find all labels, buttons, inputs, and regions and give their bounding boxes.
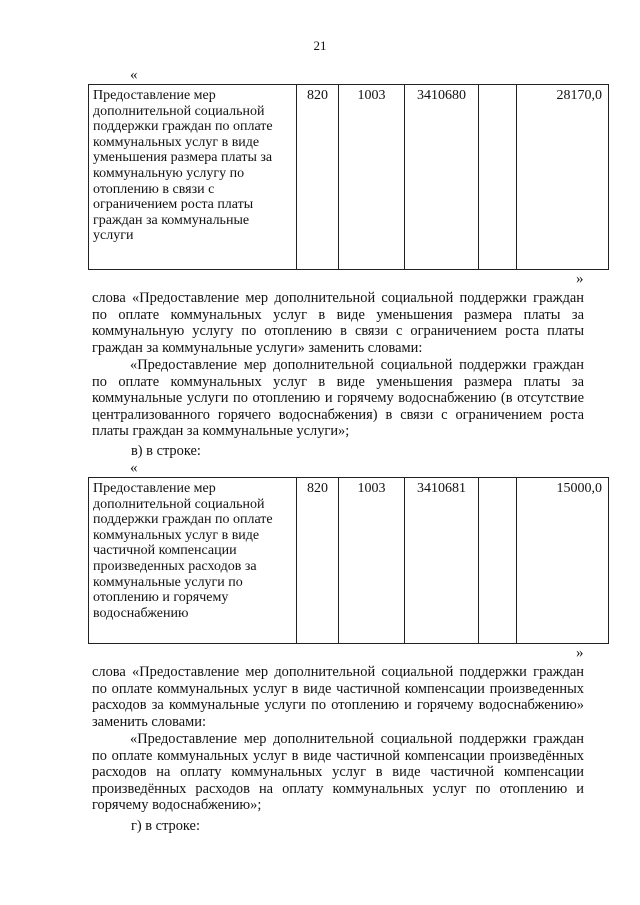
table-cell-code: 1003 — [339, 85, 405, 270]
table-cell-name: Предоставление мер дополнительной социальной поддержки граждан по оплате коммунальных услуг в виде уменьшения размера платы за коммунальную услугу по отоплению в связи с ограничением роста платы граждан за коммунальные услуги — [89, 85, 297, 270]
budget-table-1 — [88, 84, 609, 270]
table-cell-code: 820 — [297, 85, 339, 270]
table-cell-name: Предоставление мер дополнительной социальной поддержки граждан по оплате коммунальных услуг в виде частичной компенсации произведенных расходов за коммунальные услуги по отоплению и горячему водоснабжению — [89, 478, 297, 644]
page-number: 21 — [313, 38, 327, 53]
open-quote: « — [130, 460, 138, 476]
table-cell-code: 820 — [297, 478, 339, 644]
table-cell-code: 3410680 — [405, 85, 479, 270]
close-quote: » — [576, 271, 584, 287]
paragraph-replace-1: слова «Предоставление мер дополнительной социальной поддержки граждан по оплате коммунальных услуг в виде уменьшения размера платы за коммунальную услугу по отоплению в связи с ограничением роста платы граждан за коммунальные услуги» заменить словами: — [92, 290, 584, 356]
table-cell-code: 3410681 — [405, 478, 479, 644]
budget-table-2 — [88, 477, 609, 644]
table-cell-amount: 15000,0 — [517, 478, 609, 644]
table-row — [89, 85, 609, 270]
clause-label-v: в) в строке: — [131, 443, 201, 459]
table-row — [89, 478, 609, 644]
table-cell-amount: 28170,0 — [517, 85, 609, 270]
table-cell-code — [479, 85, 517, 270]
paragraph-new-text-1: «Предоставление мер дополнительной социальной поддержки граждан по оплате коммунальных услуг в виде уменьшения размера платы за коммунальные услуги по отоплению и горячему водоснабжению (в отсутствие централизованного горячего водоснабжения) в связи с ограничением роста платы граждан за коммунальные услуги»; — [92, 357, 584, 440]
table-cell-code: 1003 — [339, 478, 405, 644]
paragraph-new-text-2: «Предоставление мер дополнительной социальной поддержки граждан по оплате коммунальных услуг в виде частичной компенсации произведённых расходов на оплату коммунальных услуг в виде частичной компенсации произведённых расходов на оплату коммунальных услуг по отоплению и горячему водоснабжению»; — [92, 731, 584, 814]
table-cell-code — [479, 478, 517, 644]
close-quote: » — [576, 645, 584, 661]
clause-label-g: г) в строке: — [131, 818, 200, 834]
paragraph-replace-2: слова «Предоставление мер дополнительной социальной поддержки граждан по оплате коммунальных услуг в виде частичной компенсации произведенных расходов за коммунальные услуги по отоплению и горячему водоснабжению» заменить словами: — [92, 664, 584, 730]
open-quote: « — [130, 67, 138, 83]
